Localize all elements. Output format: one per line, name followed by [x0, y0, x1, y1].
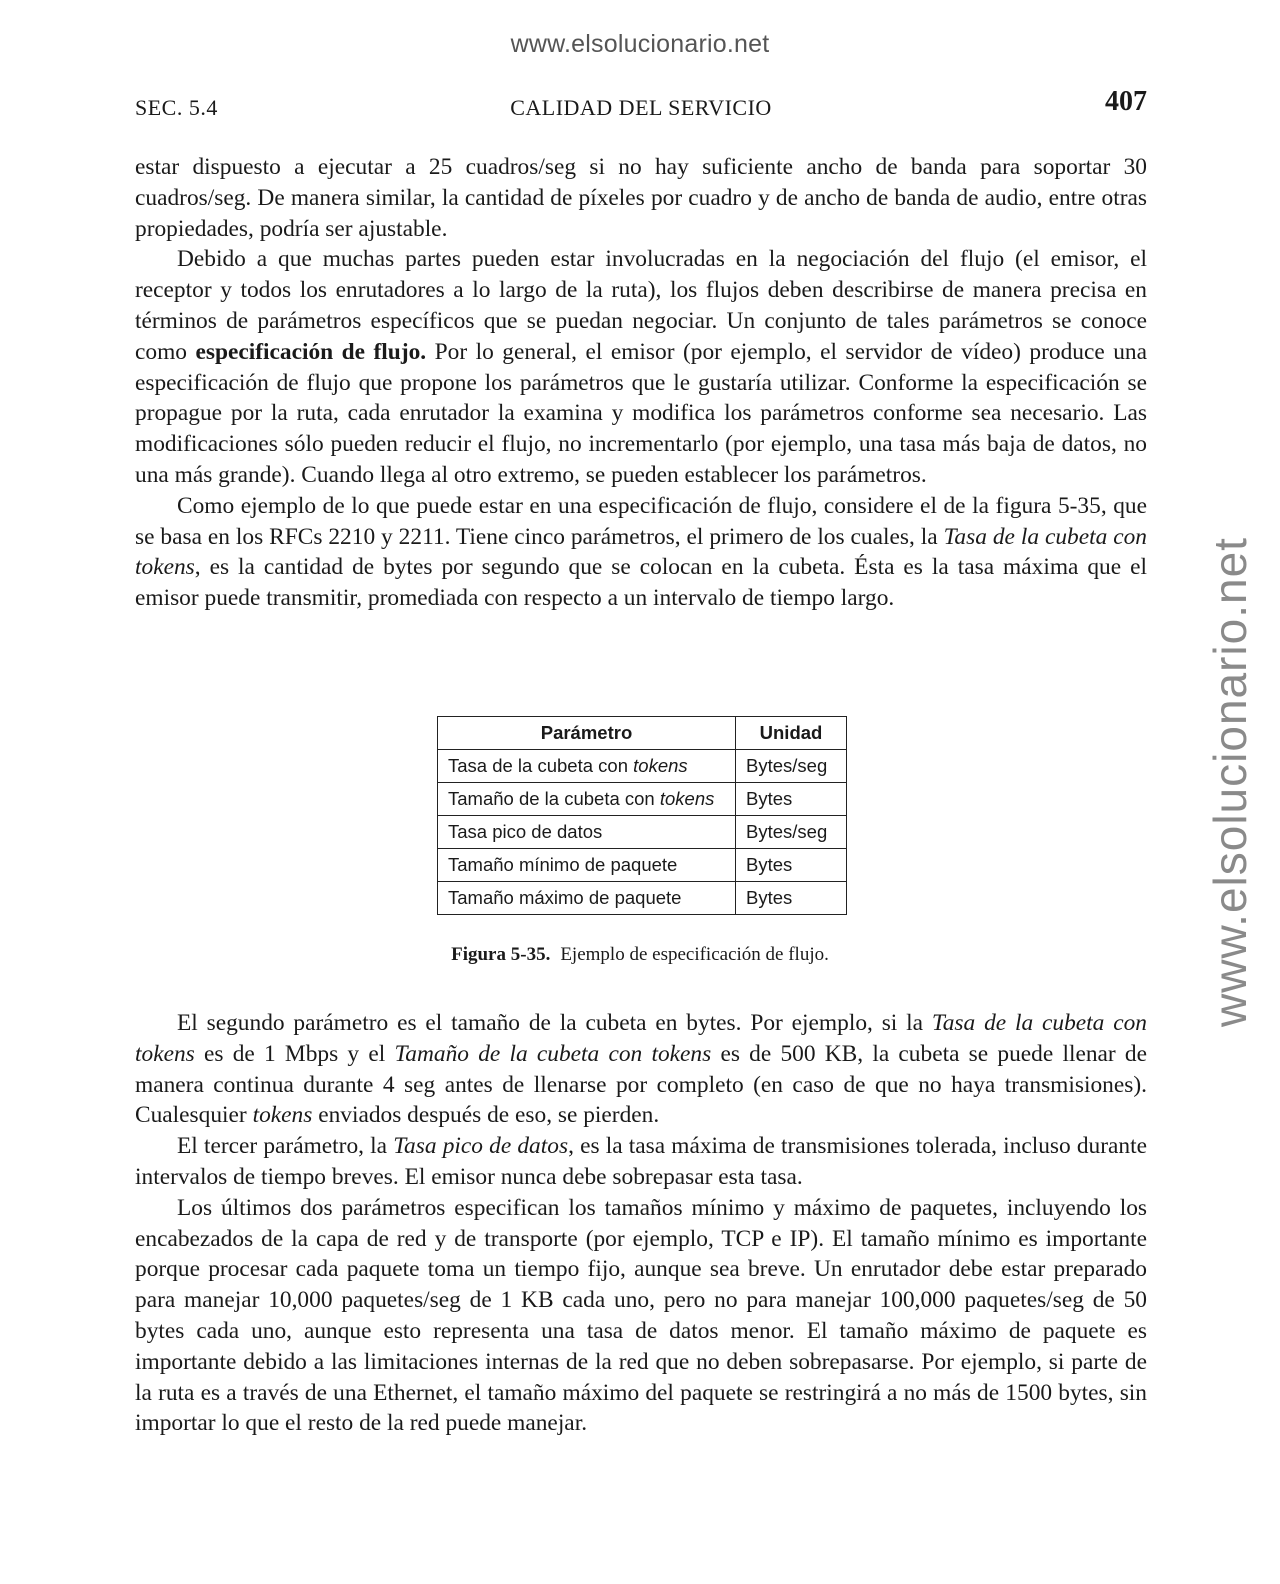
parameter-cell: [438, 816, 736, 849]
text-run: , es la tasa máxima de transmisiones tolerada, incluso durante intervalos de tiempo breves. El emisor nunca debe sobrepasar esta tasa.: [135, 1133, 1148, 1190]
watermark-top: www.elsolucionario.net: [510, 30, 770, 58]
italic-term: Tasa pico de datos: [393, 1133, 569, 1160]
running-head: [135, 86, 1147, 126]
figure-caption: [0, 944, 1280, 966]
parameter-cell: [438, 750, 736, 783]
italic-term: tokens: [659, 788, 715, 809]
unit-cell: Bytes/seg: [736, 816, 847, 849]
unit-cell: Bytes/seg: [736, 750, 847, 783]
text-run: es de 500 KB, la cubeta se puede llenar de manera continua durante 4 seg antes de llenarse por completo (en caso de que no haya transmisiones). Cualesquier: [135, 1040, 1148, 1129]
text-run: El segundo parámetro es el tamaño de la cubeta en bytes. Por ejemplo, si la: [177, 1010, 932, 1036]
header-parameter: Parámetro: [438, 717, 736, 750]
italic-term: tokens: [633, 755, 688, 776]
text-run: Tamaño de la cubeta con: [448, 788, 660, 809]
header-unit: Unidad: [736, 717, 847, 750]
text-run: es de 1 Mbps y el: [194, 1040, 395, 1067]
paragraph-continuation: [135, 152, 1147, 244]
paragraph-flow-spec-example: [135, 491, 1147, 614]
text-run: Tamaño mínimo de paquete: [448, 854, 678, 875]
page-number: 407: [1105, 86, 1147, 117]
section-number: SEC. 5.4: [135, 95, 218, 120]
figure-caption-text: Ejemplo de especificación de flujo.: [560, 944, 829, 965]
section-title: CALIDAD DEL SERVICIO: [510, 95, 772, 120]
table-row: [438, 750, 847, 783]
text-run: Como ejemplo de lo que puede estar en una especificación de flujo, considere el de la figura 5-35, que se basa en los RFCs 2210 y 2211. Tiene cinco parámetros, el primero de los cuales, la: [135, 492, 1147, 550]
text-run: El tercer parámetro, la: [177, 1133, 394, 1160]
unit-cell: Bytes: [736, 783, 847, 816]
italic-term: Tasa de la cubeta con tokens: [135, 1010, 1147, 1067]
table-row: [438, 816, 847, 849]
table-row: [438, 849, 847, 882]
figure-caption-label: Figura 5-35.: [451, 944, 551, 965]
parameter-cell: [438, 849, 736, 882]
parameter-cell: [438, 882, 736, 915]
table-header-row: [438, 717, 847, 750]
text-run: , es la cantidad de bytes por segundo que se colocan en la cubeta. Ésta es la tasa máxima que el emisor puede transmitir, promediada con respecto a un intervalo de tiempo largo.: [135, 554, 1147, 612]
bold-term: especificación de flujo.: [195, 338, 427, 365]
paragraph-peak-rate: [135, 1131, 1147, 1193]
watermark-side: www.elsolucionario.net: [1204, 537, 1256, 1027]
table-row: [438, 783, 847, 816]
paragraph-flow-negotiation: [135, 244, 1147, 490]
unit-cell: Bytes: [736, 882, 847, 915]
flow-spec-table: [437, 716, 847, 915]
text-run: Debido a que muchas partes pueden estar involucradas en la negociación del flujo (el emisor, el receptor y todos los enrutadores a lo largo de la ruta), los flujos deben describirse de manera precisa en términos de parámetros específicos que se puedan negociar. Un conjunto de tales parámetros se conoce como: [135, 246, 1147, 365]
text-run: Por lo general, el emisor (por ejemplo, el servidor de vídeo) produce una especificación de flujo que propone los parámetros que le gustaría utilizar. Conforme la especificación se propague por la ruta, cada enrutador la examina y modifica los parámetros conforme sea necesario. Las modificaciones sólo pueden reducir el flujo, no incrementarlo (por ejemplo, una tasa más baja de datos, no una más grande). Cuando llega al otro extremo, se pueden establecer los parámetros.: [135, 338, 1147, 488]
text-run: Tasa de la cubeta con: [448, 755, 634, 776]
table-row: [438, 882, 847, 915]
italic-term: Tamaño de la cubeta con tokens: [394, 1040, 712, 1067]
paragraph-bucket-size: [135, 1008, 1147, 1131]
italic-term: Tasa de la cubeta con tokens: [135, 523, 1148, 581]
paragraph-packet-sizes: [135, 1193, 1147, 1439]
text-run: Tamaño máximo de paquete: [448, 887, 682, 908]
italic-term: tokens: [252, 1102, 313, 1129]
text-run: estar dispuesto a ejecutar a 25 cuadros/seg si no hay suficiente ancho de banda para soportar 30 cuadros/seg. De manera similar, la cantidad de píxeles por cuadro y de ancho de banda de audio, entre otras propiedades, podría ser ajustable.: [135, 154, 1147, 242]
body-text-bottom: [135, 1008, 1147, 1439]
unit-cell: Bytes: [736, 849, 847, 882]
body-text-top: [135, 152, 1147, 614]
text-run: Los últimos dos parámetros especifican los tamaños mínimo y máximo de paquetes, incluyendo los encabezados de la capa de red y de transporte (por ejemplo, TCP e IP). El tamaño mínimo es importante porque procesar cada paquete toma un tiempo fijo, aunque sea breve. Un enrutador debe estar preparado para manejar 10,000 paquetes/seg de 1 KB cada uno, pero no para manejar 100,000 paquetes/seg de 50 bytes cada uno, aunque esto representa una tasa de datos menor. El tamaño máximo de paquete es importante debido a las limitaciones internas de la red que no deben sobrepasarse. Por ejemplo, si parte de la ruta es a través de una Ethernet, el tamaño máximo del paquete se restringirá a no más de 1500 bytes, sin importar lo que el resto de la red puede manejar.: [135, 1194, 1147, 1437]
text-run: Tasa pico de datos: [448, 821, 603, 842]
parameter-cell: [438, 783, 736, 816]
text-run: enviados después de eso, se pierden.: [312, 1102, 660, 1129]
